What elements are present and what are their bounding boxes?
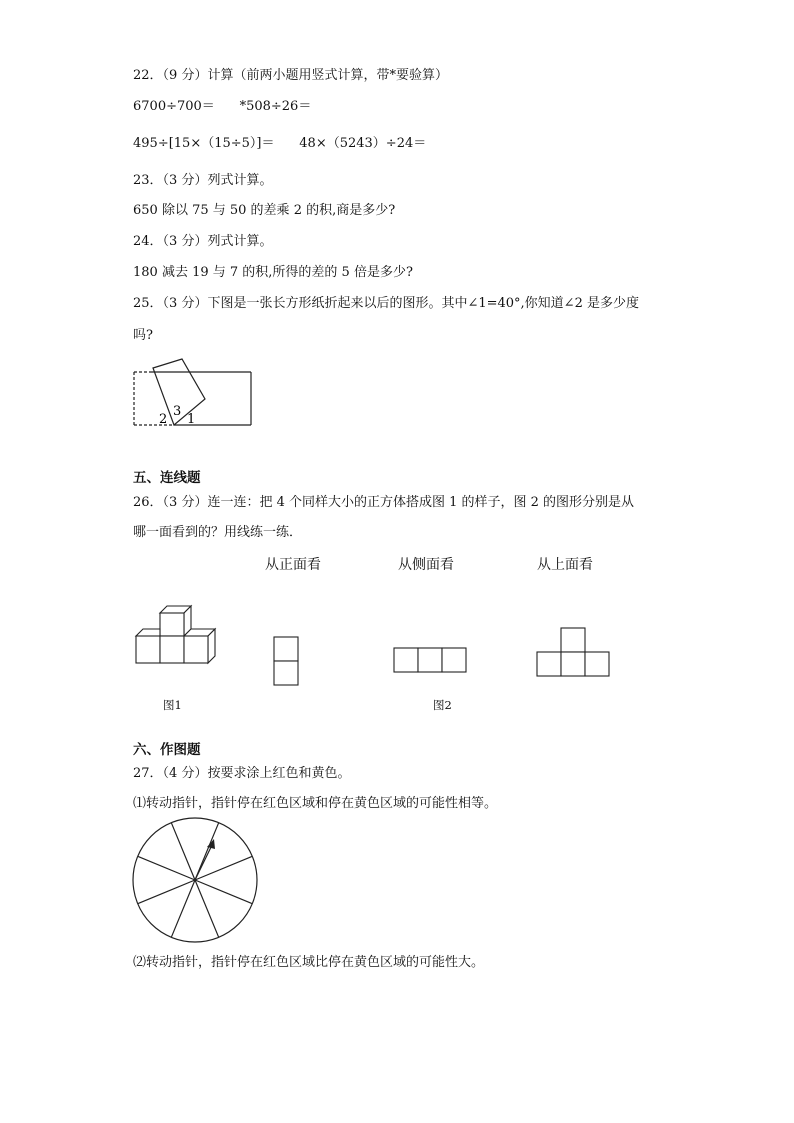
angle-label-3: 3 [173,404,182,419]
q26-line2: 哪一面看到的？用线练一练． [133,525,303,540]
folded-paper-figure [130,355,260,425]
q22-title: 22．（9 分）计算（前两小题用竖式计算，带*要验算） [133,68,448,83]
q23-body: 650 除以 75 与 50 的差乘 2 的积,商是多少? [133,203,396,218]
angle-label-1: 1 [187,412,196,427]
view-label-side: 从侧面看 [398,557,454,573]
section6-heading: 六、作图题 [133,742,201,758]
q27-part1: ⑴转动指针，指针停在红色区域和停在黄色区域的可能性相等。 [133,796,498,811]
q22-row1: 6700÷700＝ *508÷26＝ [133,99,312,114]
q24-title: 24．（3 分）列式计算。 [133,234,273,249]
spinner-pointer [195,843,213,880]
view-t-shape [536,627,612,679]
figure2-label: 图2 [433,698,452,712]
q27-title: 27．（4 分）按要求涂上红色和黄色。 [133,766,351,781]
view-two-stacked [273,636,303,688]
section5-heading: 五、连线题 [133,470,201,486]
spinner-circle [130,817,260,947]
q25-line2: 吗? [133,328,153,343]
angle-label-2: 2 [159,412,168,427]
q26-line1: 26．（3 分）连一连：把 4 个同样大小的正方体搭成图 1 的样子，图 2 的图形分别是从 [133,495,635,510]
q22-row2: 495÷[15×（15÷5）]＝ 48×（5243）÷24＝ [133,136,427,151]
q25-line1: 25．（3 分）下图是一张长方形纸折起来以后的图形。其中∠1=40°,你知道∠2 是多少度 [133,296,639,311]
figure1-cubes [134,604,224,664]
view-label-top: 从上面看 [537,557,593,573]
figure1-label: 图1 [163,698,182,712]
view-three-in-row [393,647,469,675]
q24-body: 180 减去 19 与 7 的积,所得的差的 5 倍是多少? [133,265,413,280]
q23-title: 23．（3 分）列式计算。 [133,173,273,188]
view-label-front: 从正面看 [265,557,321,573]
q27-part2: ⑵转动指针，指针停在红色区域比停在黄色区域的可能性大。 [133,955,485,970]
